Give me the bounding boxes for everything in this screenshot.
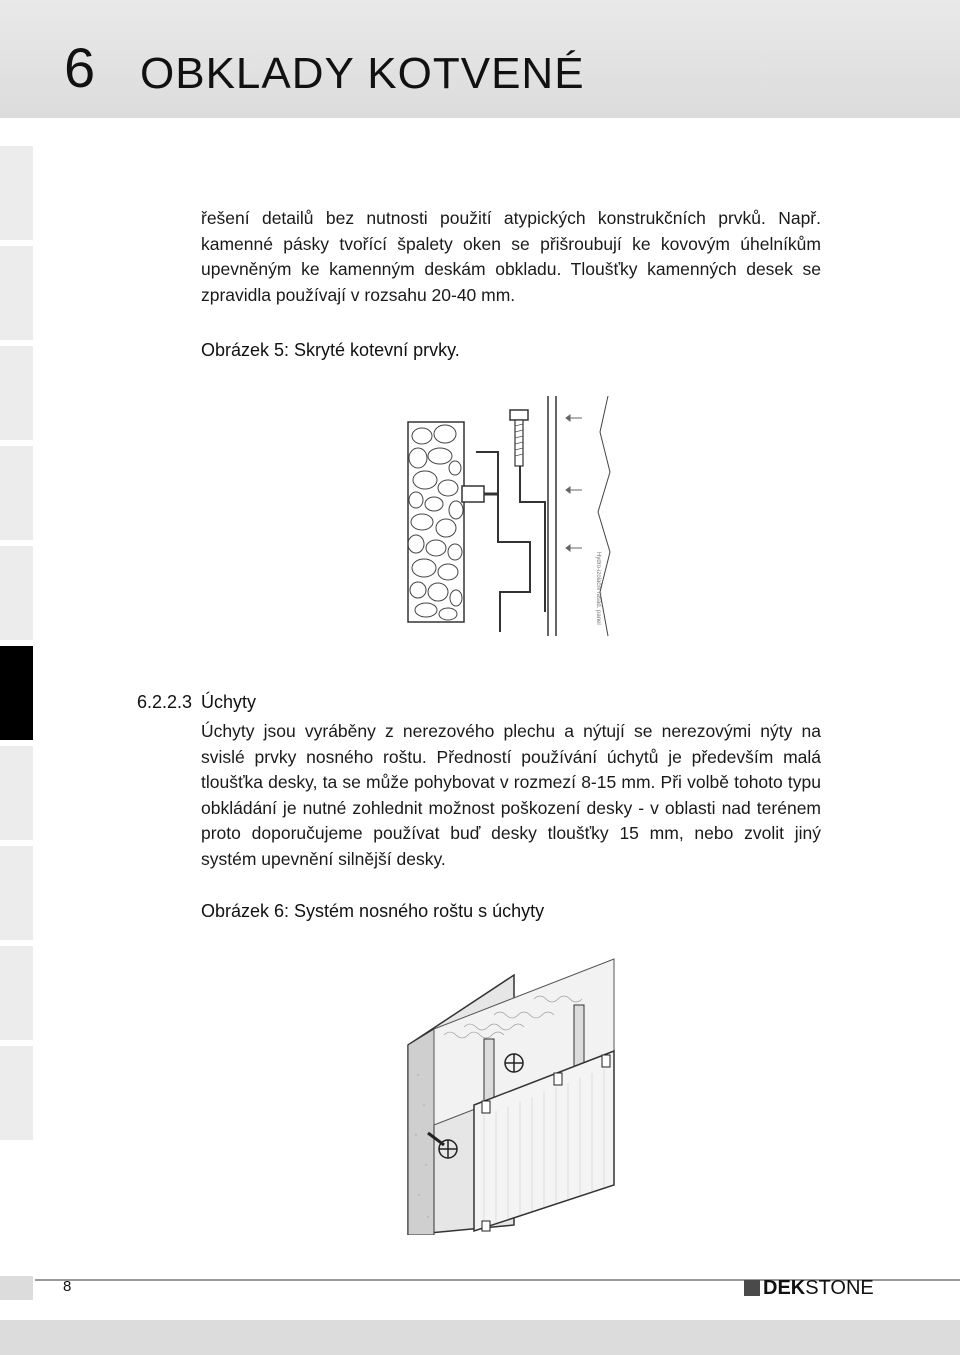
chapter-title: OBKLADY KOTVENÉ bbox=[140, 49, 585, 98]
chapter-tab[interactable] bbox=[0, 246, 33, 340]
figure5-vertical-label: Hydro-izolační fasád. panel bbox=[595, 552, 601, 625]
chapter-number: 6 bbox=[64, 36, 96, 99]
page-number: 8 bbox=[63, 1278, 72, 1295]
footer-bar bbox=[0, 1320, 960, 1355]
brand-light-text: STONE bbox=[805, 1276, 874, 1299]
chapter-tab[interactable] bbox=[0, 1046, 33, 1140]
chapter-header bbox=[0, 0, 960, 118]
figure5-anchor-detail bbox=[400, 392, 615, 640]
chapter-tab[interactable] bbox=[0, 346, 33, 440]
chapter-tab[interactable] bbox=[0, 446, 33, 540]
chapter-tab-active[interactable] bbox=[0, 646, 33, 740]
section-title: Úchyty bbox=[201, 692, 257, 712]
figure5-caption: Obrázek 5: Skryté kotevní prvky. bbox=[201, 340, 460, 360]
chapter-tab[interactable] bbox=[0, 946, 33, 1040]
chapter-index-tabs bbox=[0, 146, 33, 1146]
chapter-tab[interactable] bbox=[0, 546, 33, 640]
brand-logo bbox=[744, 1276, 874, 1300]
brand-bold-text: DEK bbox=[763, 1276, 806, 1299]
section-paragraph: Úchyty jsou vyráběny z nerezového plechu a nýtují se nerezovými nýty na svislé prvky nosného roštu. Předností používání úchytů je především malá tloušťka desky, ta se může pohybovat v rozmezí 8-15 mm. Při volbě tohoto typu obkládání je nutné zohlednit možnost poškození desky - v oblasti nad terénem proto doporučujeme používat buď desky tloušťky 15 mm, nebo zvolit jiný systém upevnění silnější desky. bbox=[201, 721, 821, 869]
footer-tab bbox=[0, 1276, 33, 1300]
chapter-tab[interactable] bbox=[0, 846, 33, 940]
chapter-tab[interactable] bbox=[0, 146, 33, 240]
logo-square-icon bbox=[744, 1280, 760, 1296]
figure6-caption: Obrázek 6: Systém nosného roštu s úchyty bbox=[201, 901, 545, 921]
figure6-clip-system-illustration bbox=[404, 955, 618, 1235]
chapter-tab[interactable] bbox=[0, 746, 33, 840]
section-number: 6.2.2.3 bbox=[137, 692, 193, 712]
intro-paragraph: řešení detailů bez nutnosti použití atypických konstrukčních prvků. Např. kamenné pásky tvořící špalety oken se přišroubují ke kovovým úhelníkům upevněným ke kamenným deskám obkladu. Tloušťky kamenných desek se zpravidla používají v rozsahu 20-40 mm. bbox=[201, 208, 821, 305]
